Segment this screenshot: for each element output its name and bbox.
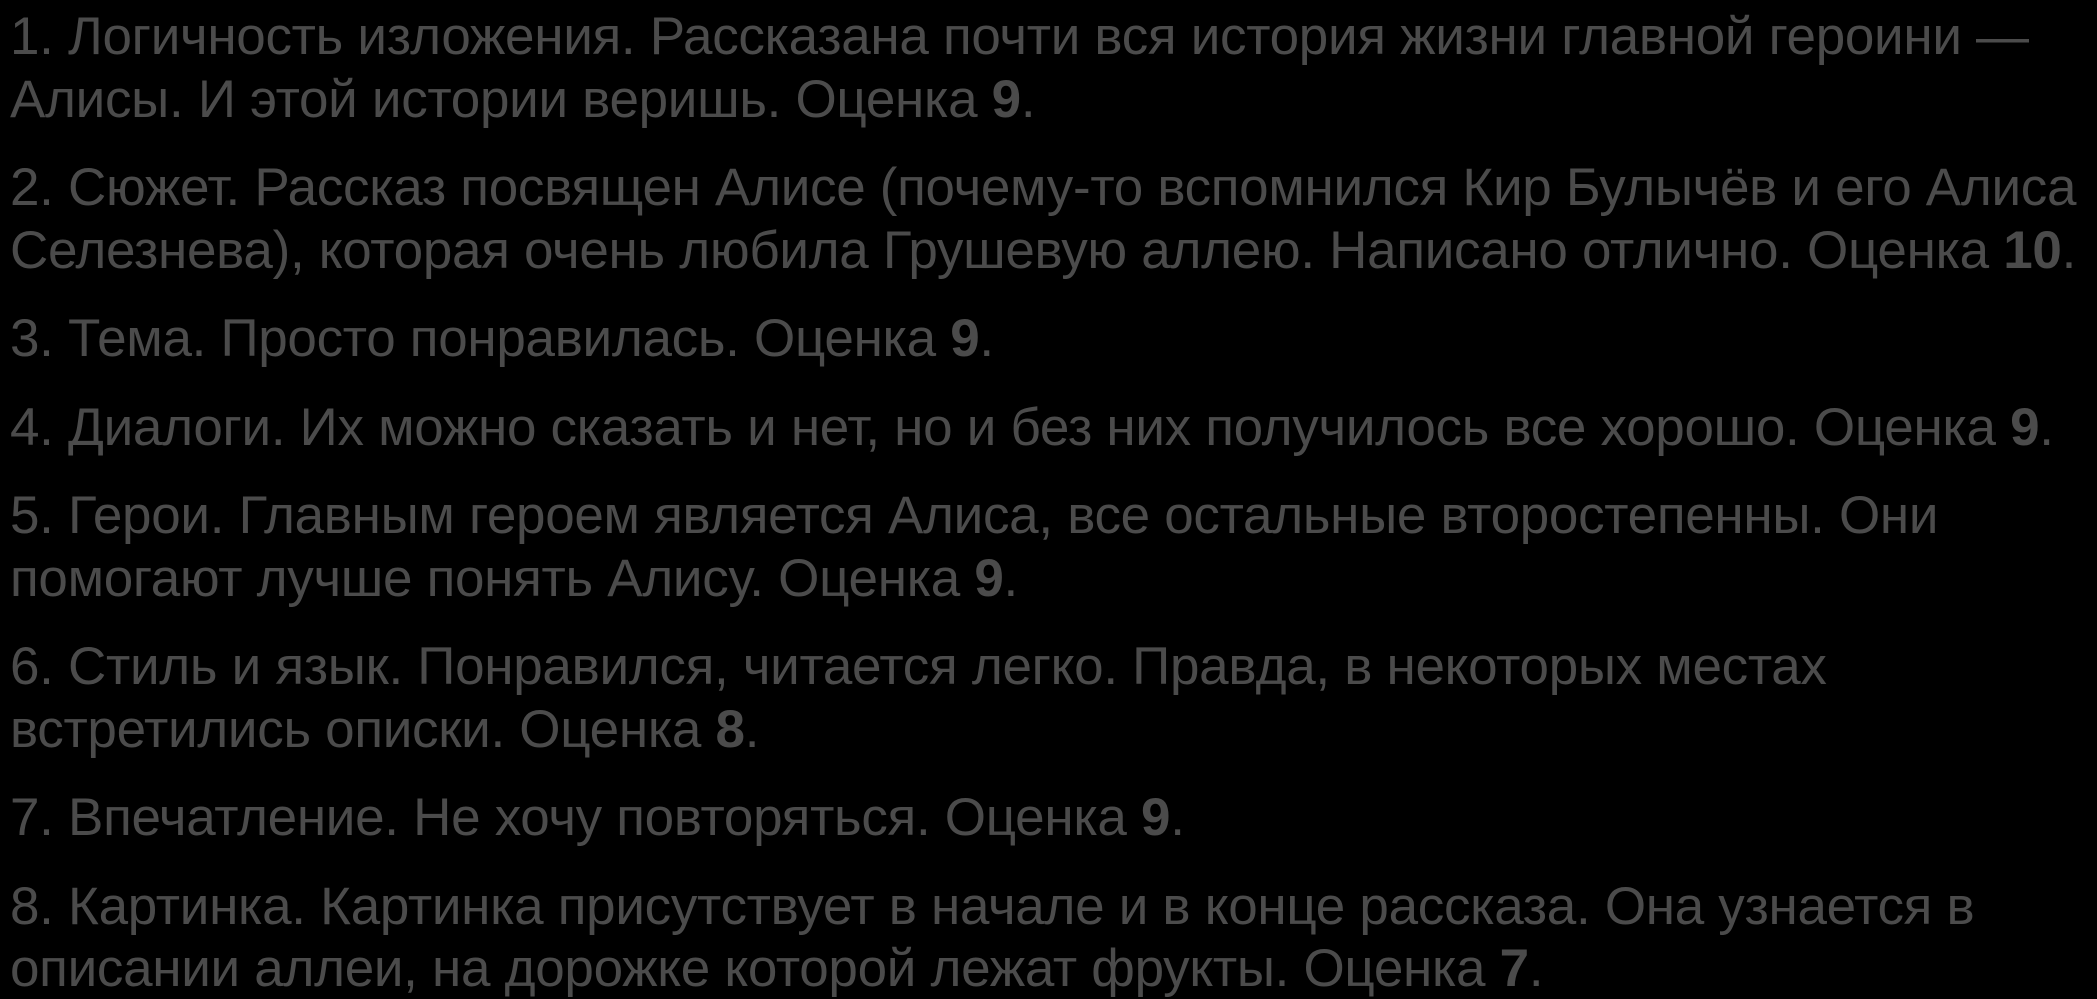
sentence-period: . [2061,220,2077,280]
score-value: 9 [2010,397,2040,457]
review-item-text: 7. Впечатление. Не хочу повторяться. Оценка [10,788,1141,848]
review-item-text: 8. Картинка. Картинка присутствует в начале и в конце рассказа. Она узнается в описании аллеи, на дорожке которой лежат фрукты. Оценка [10,876,1975,999]
review-item-5-heroes [10,485,2085,610]
sentence-period: . [1003,548,1018,608]
review-item-text: 3. Тема. Просто понравилась. Оценка [10,309,951,369]
sentence-period: . [1170,788,1185,848]
sentence-period: . [979,309,994,369]
score-value: 9 [1141,788,1171,848]
score-value: 10 [2003,220,2062,280]
score-value: 8 [715,699,745,759]
review-item-text: 5. Герои. Главным героем является Алиса, все остальные второстепенны. Они помогают лучше понять Алису. Оценка [10,486,1939,608]
review-item-6-style-language [10,636,2085,761]
score-value: 9 [950,309,980,369]
score-value: 9 [974,548,1004,608]
review-item-4-dialogues [10,397,2085,460]
review-item-1-logic [10,6,2085,131]
review-item-text: 4. Диалоги. Их можно сказать и нет, но и без них получилось все хорошо. Оценка [10,397,2011,457]
sentence-period: . [1020,69,1036,129]
review-item-8-picture [10,876,2085,999]
sentence-period: . [744,699,760,759]
review-item-7-impression [10,787,2085,850]
score-value: 7 [1499,939,1529,999]
review-item-text: 2. Сюжет. Рассказ посвящен Алисе (почему-то вспомнился Кир Булычёв и его Алиса Селезнева), которая очень любила Грушевую аллею. Написано отлично. Оценка [10,158,2077,280]
score-value: 9 [991,69,1021,129]
review-item-text: 1. Логичность изложения. Рассказана почти вся история жизни главной героини — Алисы. И этой истории веришь. Оценка [10,7,2029,129]
review-item-2-plot [10,157,2085,282]
review-item-3-theme [10,308,2085,371]
sentence-period: . [2039,397,2054,457]
sentence-period: . [1528,939,1544,999]
review-item-text: 6. Стиль и язык. Понравился, читается легко. Правда, в некоторых местах встретились описки. Оценка [10,637,1827,759]
